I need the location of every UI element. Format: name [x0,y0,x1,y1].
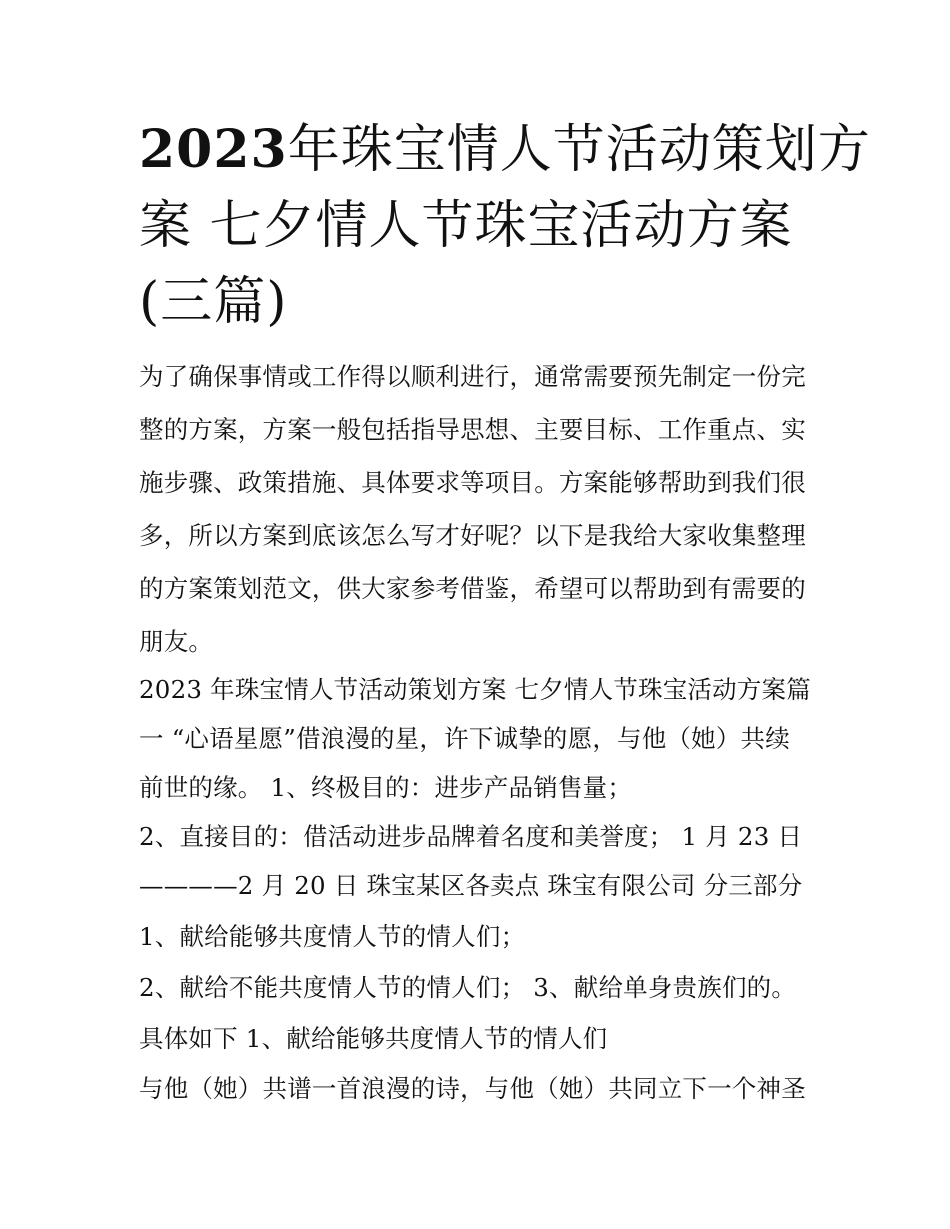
body-line-12: 1、献给能够共度情人节的情人们； [139,922,526,951]
title-line-3: (三篇) [139,272,288,332]
title-line-2: 案 七夕情人节珠宝活动方案 [139,196,793,256]
body-line-2: 整的方案，方案一般包括指导思想、主要目标、工作重点、实 [139,415,806,444]
body-line-15: 与他（她）共谱一首浪漫的诗，与他（她）共同立下一个神圣 [139,1074,806,1103]
body-line-10: 2、直接目的：借活动进步品牌着名度和美誉度； 1 月 23 日 [139,822,803,851]
body-line-4: 多，所以方案到底该怎么写才好呢？以下是我给大家收集整理 [139,521,806,550]
body-line-6: 朋友。 [139,627,214,656]
body-line-7: 2023 年珠宝情人节活动策划方案 七夕情人节珠宝活动方案篇 [139,675,811,704]
body-line-1: 为了确保事情或工作得以顺利进行，通常需要预先制定一份完 [139,362,806,391]
body-line-13: 2、献给不能共度情人节的情人们； 3、献给单身贵族们的。 [139,973,797,1002]
title-line-1 [139,119,871,180]
title-line-1-text: 年珠宝情人节活动策划方 [287,120,871,180]
body-line-14: 具体如下 1、献给能够共度情人节的情人们 [139,1024,608,1053]
body-line-5: 的方案策划范文，供大家参考借鉴，希望可以帮助到有需要的 [139,574,806,603]
body-line-8: 一 “心语星愿”借浪漫的星，许下诚挚的愿，与他（她）共续 [139,724,790,753]
body-line-3: 施步骤、政策措施、具体要求等项目。方案能够帮助到我们很 [139,468,806,497]
title-year: 2023 [139,119,288,180]
body-line-9: 前世的缘。 1、终极目的：进步产品销售量； [139,773,633,802]
body-line-11: ————2 月 20 日 珠宝某区各卖点 珠宝有限公司 分三部分 [139,871,803,900]
